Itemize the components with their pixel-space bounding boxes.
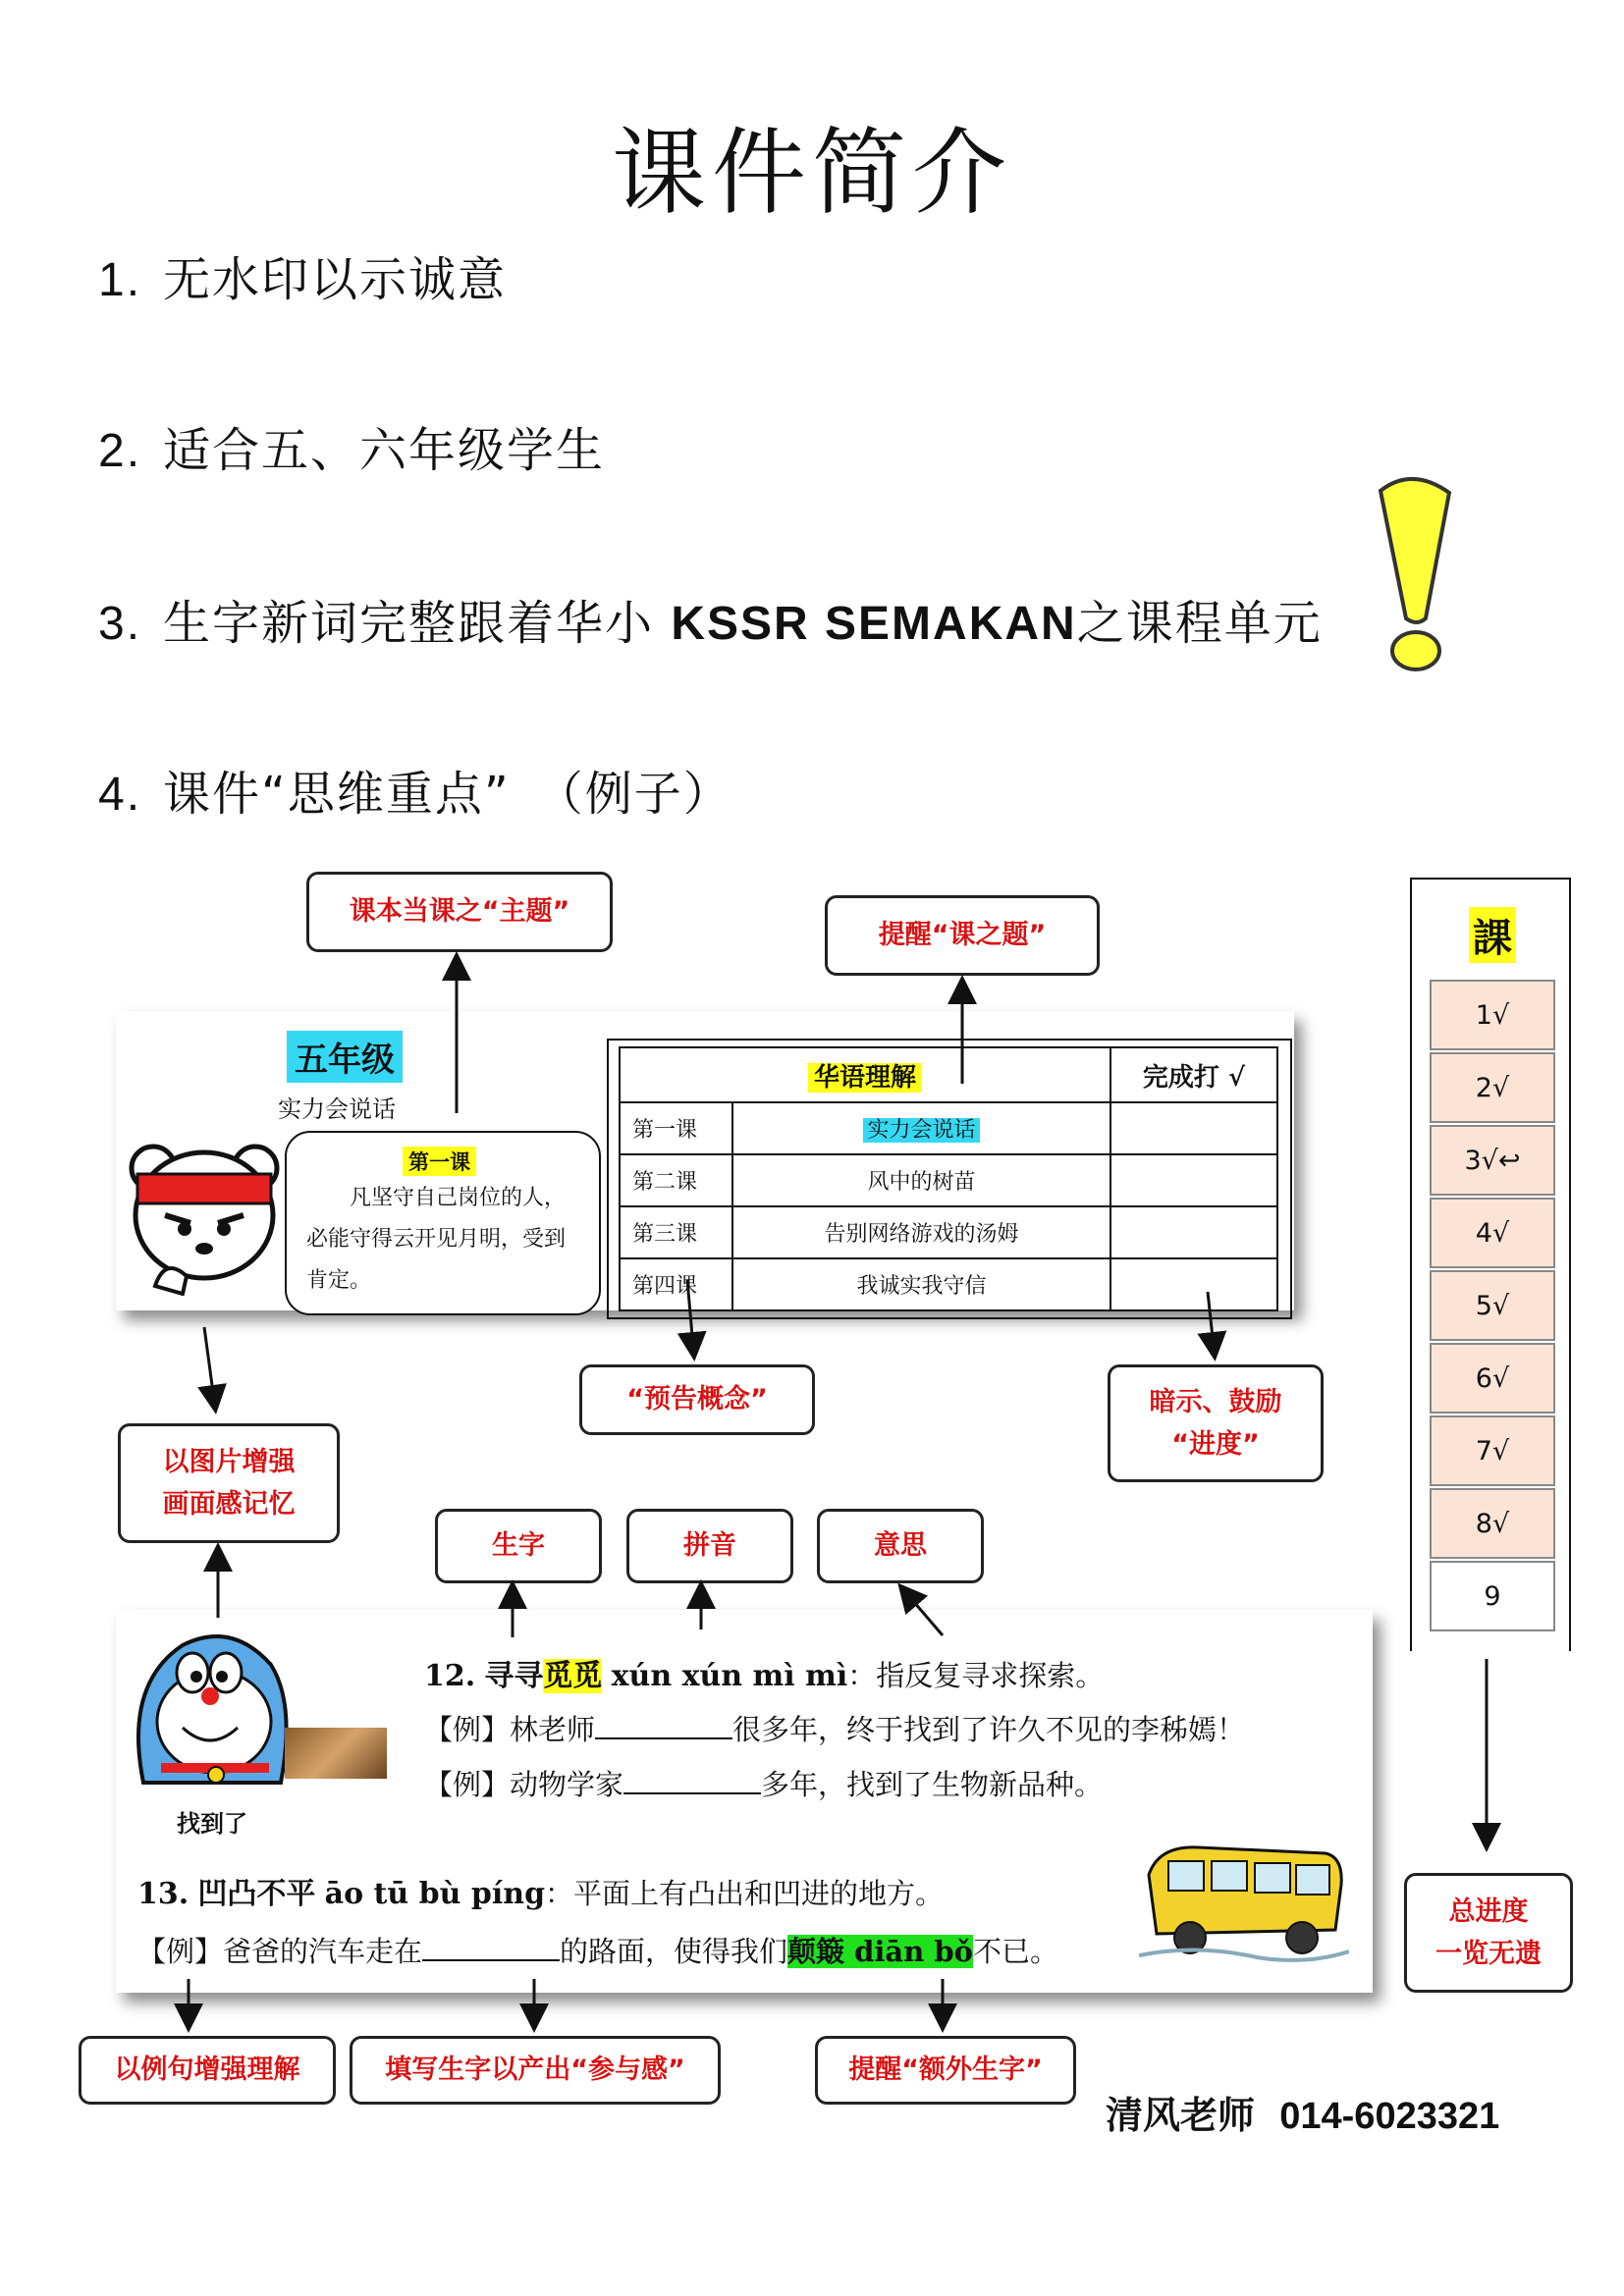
callout-shengzi: 生字 (435, 1509, 602, 1583)
footer-teacher: 清风老师 (1106, 2094, 1256, 2137)
callout-extra-word: 提醒“额外生字” (815, 2036, 1076, 2105)
lesson-title: 告别网络游戏的汤姆 (732, 1206, 1110, 1258)
example-text: 不已。 (973, 1935, 1059, 1968)
progress-header: 課 (1469, 907, 1516, 963)
point-text: 适合五、六年级学生 (163, 423, 606, 478)
word-meaning: ：平面上有凸出和凹进的地方。 (545, 1877, 945, 1910)
progress-item: 1√ (1430, 980, 1555, 1050)
progress-item: 8√ (1430, 1488, 1555, 1559)
point-number: 4. (98, 769, 142, 821)
progress-item: 7√ (1430, 1415, 1555, 1486)
example-text: 【例】爸爸的汽车走在 (137, 1935, 423, 1968)
lesson-title: 实力会说话 (863, 1118, 979, 1143)
word-pinyin: āo tū bù píng (324, 1877, 546, 1911)
callout-theme: 课本当课之“主题” (306, 872, 613, 952)
point-number: 1. (98, 254, 142, 306)
table-header: 华语理解 (808, 1063, 922, 1093)
point-text: 课件“思维重点” （例子） (163, 767, 732, 822)
point-text: 生字新词完整跟着华小 (163, 596, 655, 651)
word-text: 寻寻 (484, 1659, 544, 1693)
point-text: 无水印以示诚意 (163, 252, 508, 307)
word-text: 凹凸不平 (197, 1877, 316, 1911)
callout-line: 以图片增强 (162, 1446, 296, 1477)
word-meaning: ：指反复寻求探索。 (847, 1659, 1105, 1692)
progress-item: 9 (1430, 1561, 1555, 1631)
callout-line: 一览无遗 (1435, 1939, 1542, 1969)
arrow-encourage (1208, 1292, 1214, 1347)
progress-item: 6√ (1430, 1343, 1555, 1414)
point-number: 2. (98, 425, 142, 477)
progress-item: 4√ (1430, 1198, 1555, 1268)
found-caption: 找到了 (177, 1810, 247, 1838)
arrow-mascot (204, 1327, 214, 1400)
example-text: 的路面，使得我们 (560, 1935, 788, 1968)
callout-line: “进度” (1171, 1429, 1260, 1460)
callout-lesson-title: 提醒“课之题” (825, 895, 1100, 976)
lesson-title: 风中的树苗 (732, 1154, 1110, 1206)
callout-example: 以例句增强理解 (79, 2036, 336, 2105)
bubble-text: 凡坚守自己岗位的人，必能守得云开见月明，受到肯定。 (306, 1186, 567, 1293)
word-number: 12. (424, 1659, 476, 1693)
page-title: 课件简介 (612, 118, 1012, 228)
callout-meaning: 意思 (817, 1509, 984, 1583)
progress-item: 3√↩ (1430, 1125, 1555, 1196)
lesson-number: 第四课 (620, 1258, 732, 1310)
callout-fill: 填写生字以产出“参与感” (350, 2036, 721, 2105)
lesson-number: 第一课 (620, 1102, 732, 1154)
point-number: 3. (98, 598, 142, 650)
arrow-meaning (907, 1594, 943, 1635)
lesson-number: 第三课 (620, 1206, 732, 1258)
example-text: 很多年，终于找到了许久不见的李秭嫣！ (732, 1713, 1246, 1746)
word-pinyin: xún xún mì mì (611, 1659, 848, 1693)
example-text: 【例】动物学家 (424, 1768, 624, 1801)
callout-preview: “预告概念” (579, 1364, 815, 1435)
point-text: 之课程单元 (1076, 596, 1323, 651)
callout-line: 总进度 (1448, 1896, 1529, 1927)
done-header: 完成打 √ (1110, 1047, 1277, 1102)
grade-label: 五年级 (287, 1031, 403, 1083)
arrow-preview (687, 1280, 693, 1347)
example-text: 【例】林老师 (424, 1713, 596, 1746)
progress-item: 2√ (1430, 1052, 1555, 1123)
lesson-number: 第二课 (620, 1154, 732, 1206)
point-text-latin: KSSR SEMAKAN (671, 598, 1077, 650)
lesson-title: 我诚实我守信 (732, 1258, 1110, 1310)
footer-phone: 014-6023321 (1279, 2096, 1500, 2137)
word-highlight: 觅觅 (543, 1659, 603, 1693)
theme-label: 实力会说话 (278, 1095, 396, 1123)
bubble-heading: 第一课 (403, 1147, 476, 1176)
callout-pinyin: 拼音 (626, 1509, 793, 1583)
callout-line: 画面感记忆 (162, 1489, 296, 1520)
progress-item: 5√ (1430, 1270, 1555, 1341)
extra-word-highlight: 颠簸 diān bǒ (787, 1935, 974, 1968)
callout-line: 暗示、鼓励 (1149, 1386, 1282, 1417)
word-number: 13. (137, 1877, 189, 1911)
example-text: 多年，找到了生物新品种。 (761, 1768, 1104, 1801)
